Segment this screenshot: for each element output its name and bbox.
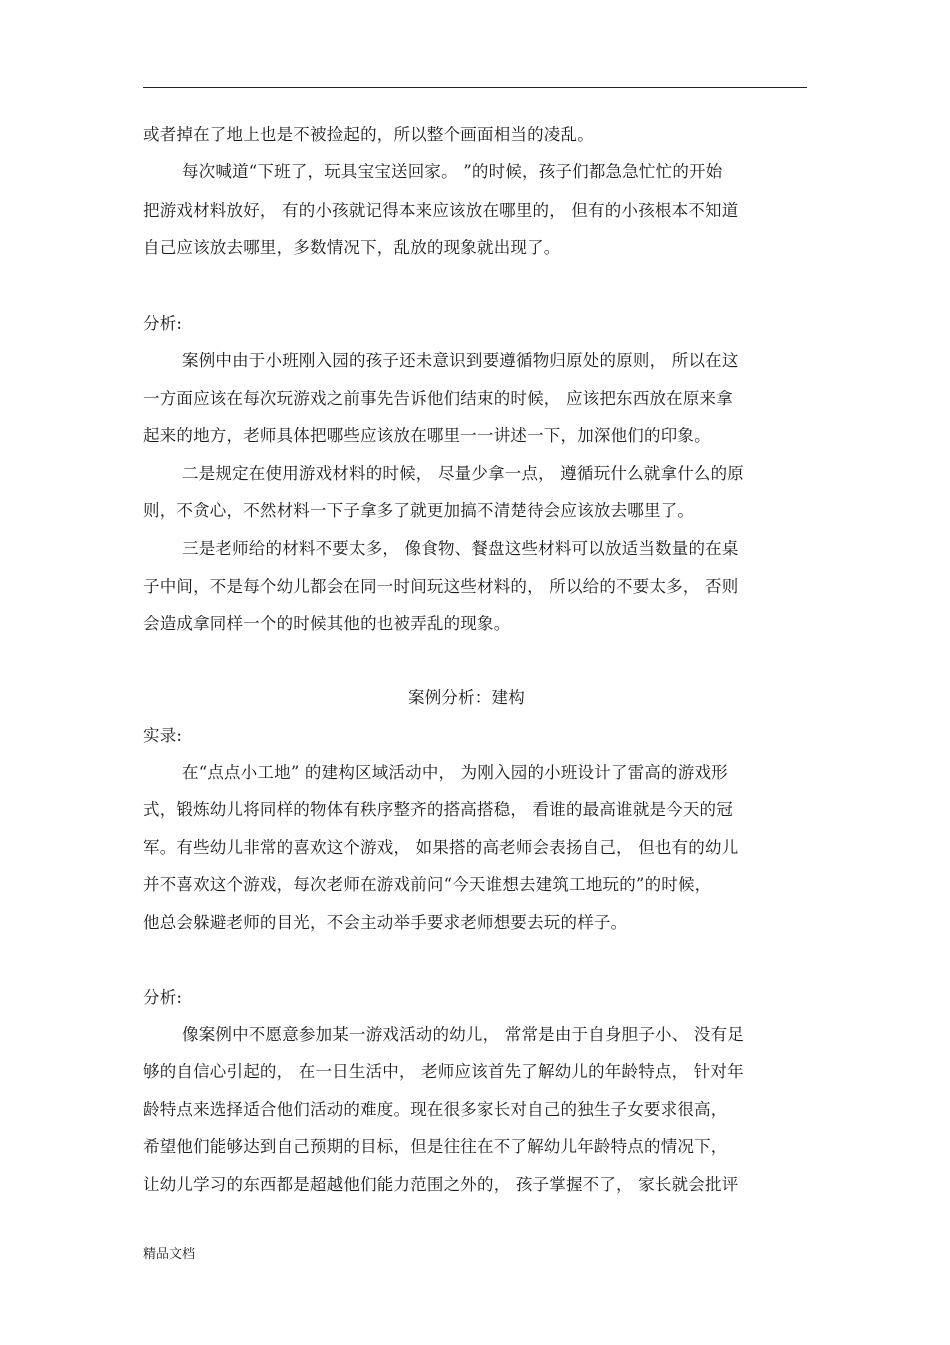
text-line: 案例中由于小班刚入园的孩子还未意识到要遵循物归原处的原则， 所以在这: [182, 351, 739, 370]
text-line: 并不喜欢这个游戏，每次老师在游戏前问“今天谁想去建筑工地玩的”的时候，: [143, 875, 712, 894]
text-line: 一方面应该在每次玩游戏之前事先告诉他们结束的时候， 应该把东西放在原来拿: [143, 389, 733, 408]
text-line: 他总会躲避老师的目光，不会主动举手要求老师想要去玩的样子。: [143, 913, 628, 932]
text-line: 让幼儿学习的东西都是超越他们能力范围之外的， 孩子掌握不了， 家长就会批评: [143, 1175, 739, 1194]
section-heading: 案例分析：建构: [408, 688, 525, 707]
text-line: 像案例中不愿意参加某一游戏活动的幼儿， 常常是由于自身胆子小、 没有足: [182, 1025, 744, 1044]
text-line: 二是规定在使用游戏材料的时候， 尽量少拿一点， 遵循玩什么就拿什么的原: [182, 464, 744, 483]
text-line: 起来的地方，老师具体把哪些应该放在哪里一一讲述一下，加深他们的印象。: [143, 426, 711, 445]
header-rule: [143, 87, 807, 88]
text-line: 则，不贪心，不然材料一下子拿多了就更加搞不清楚待会应该放去哪里了。: [143, 501, 695, 520]
text-line: 龄特点来选择适合他们活动的难度。现在很多家长对自己的独生子女要求很高，: [143, 1100, 728, 1119]
text-line: 自己应该放去哪里，多数情况下，乱放的现象就出现了。: [143, 238, 561, 257]
text-line: 把游戏材料放好， 有的小孩就记得本来应该放在哪里的， 但有的小孩根本不知道: [143, 201, 739, 220]
section-label: 分析:: [143, 988, 183, 1007]
text-line: 在“点点小工地” 的建构区域活动中， 为刚入园的小班设计了雷高的游戏形: [182, 763, 728, 782]
text-line: 子中间，不是每个幼儿都会在同一时间玩这些材料的， 所以给的不要太多， 否则: [143, 577, 739, 596]
text-line: 或者掉在了地上也是不被捡起的，所以整个画面相当的凌乱。: [143, 125, 594, 144]
text-line: 够的自信心引起的， 在一日生活中， 老师应该首先了解幼儿的年龄特点， 针对年: [143, 1062, 744, 1081]
text-line: 每次喊道“下班了，玩具宝宝送回家。 ”的时候，孩子们都急急忙忙的开始: [182, 162, 723, 181]
text-line: 三是老师给的材料不要太多， 像食物、餐盘这些材料可以放适当数量的在桌: [182, 539, 739, 558]
section-label: 实录:: [143, 726, 183, 745]
text-line: 式，锻炼幼儿将同样的物体有秩序整齐的搭高搭稳， 看谁的最高谁就是今天的冠: [143, 800, 733, 819]
text-line: 军。有些幼儿非常的喜欢这个游戏， 如果搭的高老师会表扬自己， 但也有的幼儿: [143, 838, 739, 857]
page-footer: 精品文档: [143, 1247, 196, 1262]
text-line: 会造成拿同样一个的时候其他的也被弄乱的现象。: [143, 614, 511, 633]
section-label: 分析:: [143, 314, 183, 333]
text-line: 希望他们能够达到自己预期的目标，但是往往在不了解幼儿年龄特点的情况下，: [143, 1137, 728, 1156]
